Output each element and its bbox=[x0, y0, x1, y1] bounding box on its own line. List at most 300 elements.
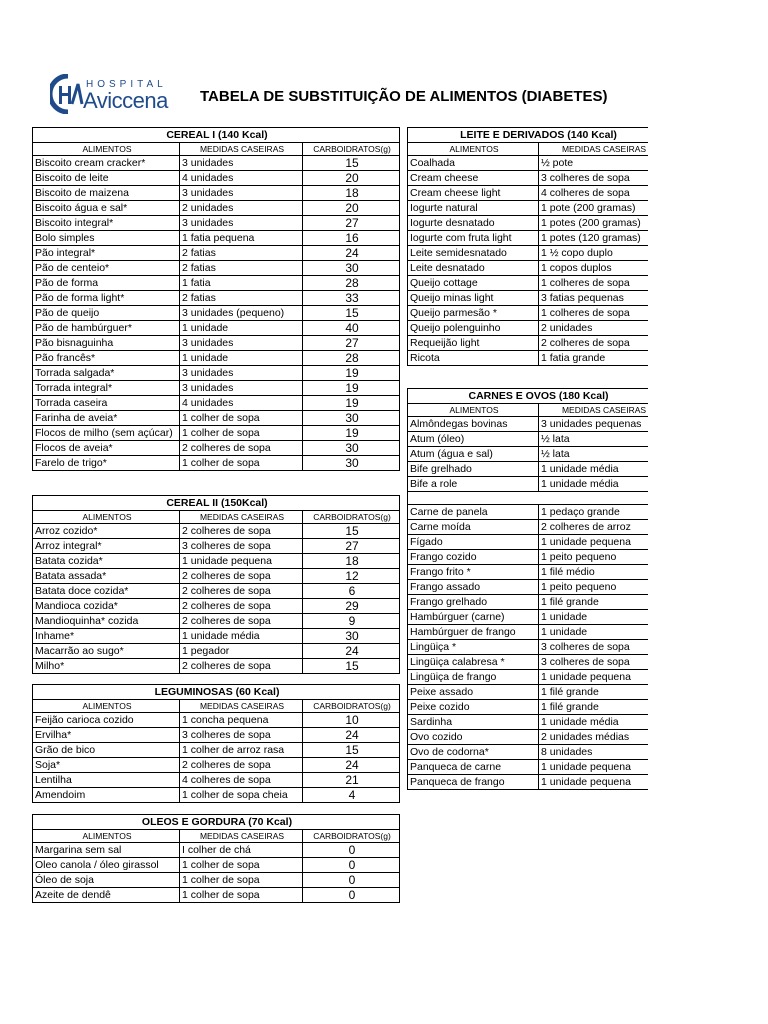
food-name: Soja* bbox=[33, 758, 180, 773]
food-name: Mandioca cozida* bbox=[33, 599, 180, 614]
table-row bbox=[408, 760, 649, 775]
food-measure: 2 colheres de sopa bbox=[180, 584, 303, 599]
food-carbs: 0 bbox=[303, 858, 400, 873]
food-measure: 3 unidades bbox=[180, 366, 303, 381]
table-carnes bbox=[407, 388, 648, 790]
food-carbs: 24 bbox=[303, 246, 400, 261]
food-measure: 1 colher de arroz rasa bbox=[180, 743, 303, 758]
table-row bbox=[408, 595, 649, 610]
food-measure: 1 pedaço grande bbox=[539, 505, 649, 520]
food-name: Carne de panela bbox=[408, 505, 539, 520]
food-carbs: 9 bbox=[303, 614, 400, 629]
header-carboidratos: CARBOIDRATOS(g) bbox=[303, 511, 400, 524]
food-measure: 1 unidade bbox=[180, 351, 303, 366]
table-row bbox=[408, 186, 649, 201]
food-name: Frango assado bbox=[408, 580, 539, 595]
food-name: Frango cozido bbox=[408, 550, 539, 565]
food-carbs: 27 bbox=[303, 216, 400, 231]
food-measure: 3 unidades bbox=[180, 186, 303, 201]
food-measure: 1 unidade média bbox=[180, 629, 303, 644]
food-name: Pão integral* bbox=[33, 246, 180, 261]
food-carbs: 27 bbox=[303, 539, 400, 554]
food-name: Lingüiça de frango bbox=[408, 670, 539, 685]
header-carboidratos: CARBOIDRATOS(g) bbox=[303, 830, 400, 843]
table-row bbox=[408, 715, 649, 730]
food-name: Mandioquinha* cozida bbox=[33, 614, 180, 629]
table-row bbox=[33, 569, 400, 584]
header-medidas: MEDIDAS CASEIRAS bbox=[180, 143, 303, 156]
food-measure: 1 filé grande bbox=[539, 700, 649, 715]
food-name: Queijo minas light bbox=[408, 291, 539, 306]
table-row bbox=[33, 291, 400, 306]
header-alimentos: ALIMENTOS bbox=[408, 143, 539, 156]
table-row bbox=[33, 713, 400, 728]
table-row bbox=[408, 550, 649, 565]
food-measure: 1 peito pequeno bbox=[539, 580, 649, 595]
food-name: Torrada salgada* bbox=[33, 366, 180, 381]
table-row bbox=[408, 156, 649, 171]
table-row bbox=[408, 261, 649, 276]
table-title: OLEOS E GORDURA (70 Kcal) bbox=[33, 815, 400, 830]
food-measure: 1 unidade bbox=[180, 321, 303, 336]
table-row bbox=[33, 411, 400, 426]
food-measure: 3 fatias pequenas bbox=[539, 291, 649, 306]
food-measure: 2 colheres de sopa bbox=[180, 441, 303, 456]
food-measure: 2 colheres de sopa bbox=[180, 758, 303, 773]
food-measure: 2 unidades bbox=[180, 201, 303, 216]
food-name: Azeite de dendê bbox=[33, 888, 180, 903]
food-name: Iogurte desnatado bbox=[408, 216, 539, 231]
page-title: TABELA DE SUBSTITUIÇÃO DE ALIMENTOS (DIABETES) bbox=[200, 88, 608, 105]
food-measure: 1 filé grande bbox=[539, 595, 649, 610]
food-measure: 1 peito pequeno bbox=[539, 550, 649, 565]
table-row bbox=[33, 788, 400, 803]
food-name: Sardinha bbox=[408, 715, 539, 730]
table-row bbox=[408, 640, 649, 655]
table-row bbox=[408, 231, 649, 246]
table-row bbox=[408, 447, 649, 462]
food-name: Farinha de aveia* bbox=[33, 411, 180, 426]
table-row bbox=[408, 505, 649, 520]
food-name: Óleo de soja bbox=[33, 873, 180, 888]
table-row bbox=[408, 246, 649, 261]
food-carbs: 6 bbox=[303, 584, 400, 599]
header-medidas: MEDIDAS CASEIRAS bbox=[180, 511, 303, 524]
food-name: Atum (óleo) bbox=[408, 432, 539, 447]
spacer-row bbox=[408, 492, 649, 505]
food-name: Bife grelhado bbox=[408, 462, 539, 477]
food-measure: 1 fatia bbox=[180, 276, 303, 291]
food-measure: 1 concha pequena bbox=[180, 713, 303, 728]
food-name: Lentilha bbox=[33, 773, 180, 788]
food-name: Bife a role bbox=[408, 477, 539, 492]
logo-hospital-text: HOSPITAL bbox=[86, 79, 167, 90]
table-row bbox=[408, 730, 649, 745]
food-carbs: 29 bbox=[303, 599, 400, 614]
table-row bbox=[408, 432, 649, 447]
food-name: Flocos de milho (sem açúcar) bbox=[33, 426, 180, 441]
food-name: Pão de hambúrguer* bbox=[33, 321, 180, 336]
food-measure: 1 colher de sopa bbox=[180, 888, 303, 903]
food-carbs: 19 bbox=[303, 366, 400, 381]
food-name: Lingüiça calabresa * bbox=[408, 655, 539, 670]
food-name: Pão de centeio* bbox=[33, 261, 180, 276]
food-carbs: 30 bbox=[303, 411, 400, 426]
food-measure: 1 potes (200 gramas) bbox=[539, 216, 649, 231]
header-alimentos: ALIMENTOS bbox=[408, 404, 539, 417]
table-row bbox=[408, 610, 649, 625]
table-header-row bbox=[33, 511, 400, 524]
table-row bbox=[408, 670, 649, 685]
food-carbs: 4 bbox=[303, 788, 400, 803]
food-carbs: 20 bbox=[303, 171, 400, 186]
food-name: Iogurte com fruta light bbox=[408, 231, 539, 246]
table-row bbox=[408, 580, 649, 595]
food-measure: 4 unidades bbox=[180, 396, 303, 411]
food-name: Pão de forma light* bbox=[33, 291, 180, 306]
food-name: Ervilha* bbox=[33, 728, 180, 743]
food-carbs: 19 bbox=[303, 426, 400, 441]
table-row bbox=[408, 477, 649, 492]
table-row bbox=[408, 321, 649, 336]
food-measure: 2 colheres de sopa bbox=[180, 599, 303, 614]
table-header-row bbox=[33, 143, 400, 156]
food-carbs: 19 bbox=[303, 396, 400, 411]
food-carbs: 15 bbox=[303, 156, 400, 171]
table-header-row bbox=[33, 830, 400, 843]
food-name: Biscoito integral* bbox=[33, 216, 180, 231]
food-measure: 1 unidade média bbox=[539, 715, 649, 730]
table-row bbox=[33, 381, 400, 396]
food-name: Torrada caseira bbox=[33, 396, 180, 411]
food-measure: 1 colheres de sopa bbox=[539, 276, 649, 291]
food-measure: 1 pegador bbox=[180, 644, 303, 659]
food-name: Biscoito cream cracker* bbox=[33, 156, 180, 171]
food-carbs: 12 bbox=[303, 569, 400, 584]
food-name: Cream cheese light bbox=[408, 186, 539, 201]
food-measure: 1 unidade pequena bbox=[180, 554, 303, 569]
food-name: Milho* bbox=[33, 659, 180, 674]
table-row bbox=[408, 462, 649, 477]
food-name: Pão de forma bbox=[33, 276, 180, 291]
food-carbs: 0 bbox=[303, 888, 400, 903]
food-carbs: 20 bbox=[303, 201, 400, 216]
food-carbs: 16 bbox=[303, 231, 400, 246]
logo-brand-text: Aviccena bbox=[83, 88, 168, 113]
table-row bbox=[33, 336, 400, 351]
food-name: Arroz cozido* bbox=[33, 524, 180, 539]
food-carbs: 15 bbox=[303, 743, 400, 758]
food-name: Batata assada* bbox=[33, 569, 180, 584]
food-carbs: 33 bbox=[303, 291, 400, 306]
food-name: Amendoim bbox=[33, 788, 180, 803]
header-medidas: MEDIDAS CASEIRAS bbox=[539, 404, 649, 417]
table-row bbox=[408, 306, 649, 321]
food-name: Queijo parmesão * bbox=[408, 306, 539, 321]
food-carbs: 15 bbox=[303, 659, 400, 674]
food-measure: 2 colheres de sopa bbox=[180, 614, 303, 629]
table-header-row bbox=[408, 404, 649, 417]
table-row bbox=[408, 685, 649, 700]
table-row bbox=[33, 644, 400, 659]
food-measure: 1 unidade média bbox=[539, 462, 649, 477]
food-measure: 1 unidade pequena bbox=[539, 775, 649, 790]
food-measure: 2 unidades bbox=[539, 321, 649, 336]
food-name: Ricota bbox=[408, 351, 539, 366]
table-row bbox=[33, 758, 400, 773]
food-name: Queijo polenguinho bbox=[408, 321, 539, 336]
table-row bbox=[33, 366, 400, 381]
table-row bbox=[33, 441, 400, 456]
food-name: Oleo canola / óleo girassol bbox=[33, 858, 180, 873]
table-row bbox=[408, 216, 649, 231]
header-carboidratos: CARBOIDRATOS(g) bbox=[303, 143, 400, 156]
food-measure: 1 filé grande bbox=[539, 685, 649, 700]
table-title-row bbox=[408, 128, 649, 143]
food-name: Almôndegas bovinas bbox=[408, 417, 539, 432]
food-measure: 2 fatias bbox=[180, 261, 303, 276]
food-measure: 3 colheres de sopa bbox=[180, 728, 303, 743]
table-row bbox=[33, 728, 400, 743]
table-row bbox=[33, 171, 400, 186]
food-carbs: 27 bbox=[303, 336, 400, 351]
table-row bbox=[33, 584, 400, 599]
food-measure: 2 colheres de arroz bbox=[539, 520, 649, 535]
table-row bbox=[33, 351, 400, 366]
food-measure: 2 colheres de sopa bbox=[539, 336, 649, 351]
header-alimentos: ALIMENTOS bbox=[33, 511, 180, 524]
header-medidas: MEDIDAS CASEIRAS bbox=[180, 700, 303, 713]
header-alimentos: ALIMENTOS bbox=[33, 700, 180, 713]
food-name: Batata cozida* bbox=[33, 554, 180, 569]
food-measure: 4 unidades bbox=[180, 171, 303, 186]
food-measure: 1 colher de sopa bbox=[180, 858, 303, 873]
food-carbs: 30 bbox=[303, 441, 400, 456]
table-leguminosas bbox=[32, 684, 400, 803]
hospital-logo bbox=[50, 74, 180, 118]
table-header-row bbox=[33, 700, 400, 713]
food-measure: 3 colheres de sopa bbox=[539, 655, 649, 670]
food-name: Grão de bico bbox=[33, 743, 180, 758]
food-name: Hambúrguer (carne) bbox=[408, 610, 539, 625]
food-carbs: 30 bbox=[303, 261, 400, 276]
food-measure: 3 unidades pequenas bbox=[539, 417, 649, 432]
food-name: Batata doce cozida* bbox=[33, 584, 180, 599]
table-row bbox=[33, 554, 400, 569]
food-name: Lingüiça * bbox=[408, 640, 539, 655]
header-medidas: MEDIDAS CASEIRAS bbox=[539, 143, 649, 156]
table-row bbox=[408, 351, 649, 366]
food-name: Torrada integral* bbox=[33, 381, 180, 396]
hospital-emblem-icon bbox=[50, 74, 84, 114]
food-measure: 3 unidades bbox=[180, 216, 303, 231]
food-carbs: 18 bbox=[303, 554, 400, 569]
food-carbs: 28 bbox=[303, 276, 400, 291]
table-row bbox=[33, 306, 400, 321]
table-row bbox=[33, 614, 400, 629]
table-row bbox=[408, 625, 649, 640]
food-measure: I colher de chá bbox=[180, 843, 303, 858]
food-measure: 1 potes (120 gramas) bbox=[539, 231, 649, 246]
food-measure: 2 colheres de sopa bbox=[180, 659, 303, 674]
food-name: Coalhada bbox=[408, 156, 539, 171]
table-row bbox=[408, 535, 649, 550]
food-measure: 3 unidades (pequeno) bbox=[180, 306, 303, 321]
food-measure: 3 unidades bbox=[180, 381, 303, 396]
food-name: Atum (água e sal) bbox=[408, 447, 539, 462]
table-title-row bbox=[33, 496, 400, 511]
table-cereal-2 bbox=[32, 495, 400, 674]
food-name: Fígado bbox=[408, 535, 539, 550]
header-alimentos: ALIMENTOS bbox=[33, 830, 180, 843]
food-measure: 2 colheres de sopa bbox=[180, 524, 303, 539]
table-row bbox=[33, 599, 400, 614]
food-measure: 3 colheres de sopa bbox=[539, 640, 649, 655]
food-measure: ½ pote bbox=[539, 156, 649, 171]
table-title: CEREAL I (140 Kcal) bbox=[33, 128, 400, 143]
table-row bbox=[408, 775, 649, 790]
table-row bbox=[33, 426, 400, 441]
food-measure: 1 filé médio bbox=[539, 565, 649, 580]
food-name: Pão francês* bbox=[33, 351, 180, 366]
food-carbs: 10 bbox=[303, 713, 400, 728]
food-measure: 1 colher de sopa bbox=[180, 873, 303, 888]
food-measure: 1 fatia grande bbox=[539, 351, 649, 366]
table-row bbox=[33, 843, 400, 858]
food-measure: 1 unidade pequena bbox=[539, 670, 649, 685]
table-row bbox=[33, 524, 400, 539]
food-carbs: 19 bbox=[303, 381, 400, 396]
food-name: Bolo simples bbox=[33, 231, 180, 246]
table-row bbox=[408, 745, 649, 760]
food-measure: 1 copos duplos bbox=[539, 261, 649, 276]
table-row bbox=[33, 743, 400, 758]
food-measure: 1 ½ copo duplo bbox=[539, 246, 649, 261]
table-row bbox=[33, 156, 400, 171]
table-row bbox=[33, 773, 400, 788]
food-measure: 3 colheres de sopa bbox=[180, 539, 303, 554]
table-row bbox=[408, 700, 649, 715]
food-measure: 1 unidade bbox=[539, 610, 649, 625]
table-title-row bbox=[408, 389, 649, 404]
table-row bbox=[408, 291, 649, 306]
food-measure: 1 unidade média bbox=[539, 477, 649, 492]
food-name: Biscoito água e sal* bbox=[33, 201, 180, 216]
table-row bbox=[33, 246, 400, 261]
table-title: LEITE E DERIVADOS (140 Kcal) bbox=[408, 128, 649, 143]
food-measure: 3 unidades bbox=[180, 336, 303, 351]
food-name: Arroz integral* bbox=[33, 539, 180, 554]
food-carbs: 30 bbox=[303, 629, 400, 644]
food-name: Ovo cozido bbox=[408, 730, 539, 745]
food-name: Peixe assado bbox=[408, 685, 539, 700]
table-row bbox=[33, 321, 400, 336]
table-row bbox=[33, 261, 400, 276]
food-carbs: 24 bbox=[303, 758, 400, 773]
table-cereal-1 bbox=[32, 127, 400, 471]
table-row bbox=[33, 539, 400, 554]
table-row bbox=[408, 520, 649, 535]
food-name: Pão bisnaguinha bbox=[33, 336, 180, 351]
food-name: Carne moída bbox=[408, 520, 539, 535]
table-row bbox=[408, 417, 649, 432]
food-name: Peixe cozido bbox=[408, 700, 539, 715]
food-carbs: 15 bbox=[303, 306, 400, 321]
food-measure: 1 unidade pequena bbox=[539, 535, 649, 550]
food-measure: 3 colheres de sopa bbox=[539, 171, 649, 186]
table-title-row bbox=[33, 128, 400, 143]
table-row bbox=[33, 396, 400, 411]
table-title: CEREAL II (150Kcal) bbox=[33, 496, 400, 511]
table-row bbox=[33, 888, 400, 903]
table-row bbox=[408, 201, 649, 216]
table-row bbox=[33, 276, 400, 291]
food-carbs: 30 bbox=[303, 456, 400, 471]
table-row bbox=[408, 655, 649, 670]
food-carbs: 28 bbox=[303, 351, 400, 366]
food-measure: 8 unidades bbox=[539, 745, 649, 760]
food-name: Panqueca de carne bbox=[408, 760, 539, 775]
food-name: Feijão carioca cozido bbox=[33, 713, 180, 728]
table-row bbox=[33, 858, 400, 873]
food-name: Panqueca de frango bbox=[408, 775, 539, 790]
table-row bbox=[33, 231, 400, 246]
food-measure: ½ lata bbox=[539, 447, 649, 462]
food-measure: 1 pote (200 gramas) bbox=[539, 201, 649, 216]
food-name: Cream cheese bbox=[408, 171, 539, 186]
food-name: Frango grelhado bbox=[408, 595, 539, 610]
food-carbs: 24 bbox=[303, 644, 400, 659]
food-name: Biscoito de leite bbox=[33, 171, 180, 186]
food-name: Iogurte natural bbox=[408, 201, 539, 216]
header-carboidratos: CARBOIDRATOS(g) bbox=[303, 700, 400, 713]
table-title-row bbox=[33, 685, 400, 700]
food-measure: 3 unidades bbox=[180, 156, 303, 171]
food-name: Ovo de codorna* bbox=[408, 745, 539, 760]
food-name: Macarrão ao sugo* bbox=[33, 644, 180, 659]
table-row bbox=[408, 276, 649, 291]
food-name: Flocos de aveia* bbox=[33, 441, 180, 456]
food-name: Farelo de trigo* bbox=[33, 456, 180, 471]
food-name: Leite desnatado bbox=[408, 261, 539, 276]
food-measure: ½ lata bbox=[539, 432, 649, 447]
food-measure: 1 fatia pequena bbox=[180, 231, 303, 246]
food-name: Queijo cottage bbox=[408, 276, 539, 291]
table-row bbox=[33, 629, 400, 644]
table-row bbox=[408, 565, 649, 580]
table-oleos bbox=[32, 814, 400, 903]
table-row bbox=[408, 336, 649, 351]
table-title-row bbox=[33, 815, 400, 830]
food-name: Biscoito de maizena bbox=[33, 186, 180, 201]
food-name: Inhame* bbox=[33, 629, 180, 644]
food-measure: 1 colher de sopa bbox=[180, 426, 303, 441]
table-leite bbox=[407, 127, 648, 366]
food-measure: 1 colher de sopa cheia bbox=[180, 788, 303, 803]
table-row bbox=[33, 456, 400, 471]
food-name: Leite semidesnatado bbox=[408, 246, 539, 261]
food-measure: 1 colher de sopa bbox=[180, 456, 303, 471]
table-title: CARNES E OVOS (180 Kcal) bbox=[408, 389, 649, 404]
spacer-cell bbox=[408, 492, 649, 505]
food-measure: 2 fatias bbox=[180, 291, 303, 306]
table-row bbox=[33, 873, 400, 888]
food-measure: 1 unidade pequena bbox=[539, 760, 649, 775]
table-row bbox=[33, 186, 400, 201]
food-measure: 2 fatias bbox=[180, 246, 303, 261]
table-row bbox=[33, 659, 400, 674]
food-carbs: 15 bbox=[303, 524, 400, 539]
